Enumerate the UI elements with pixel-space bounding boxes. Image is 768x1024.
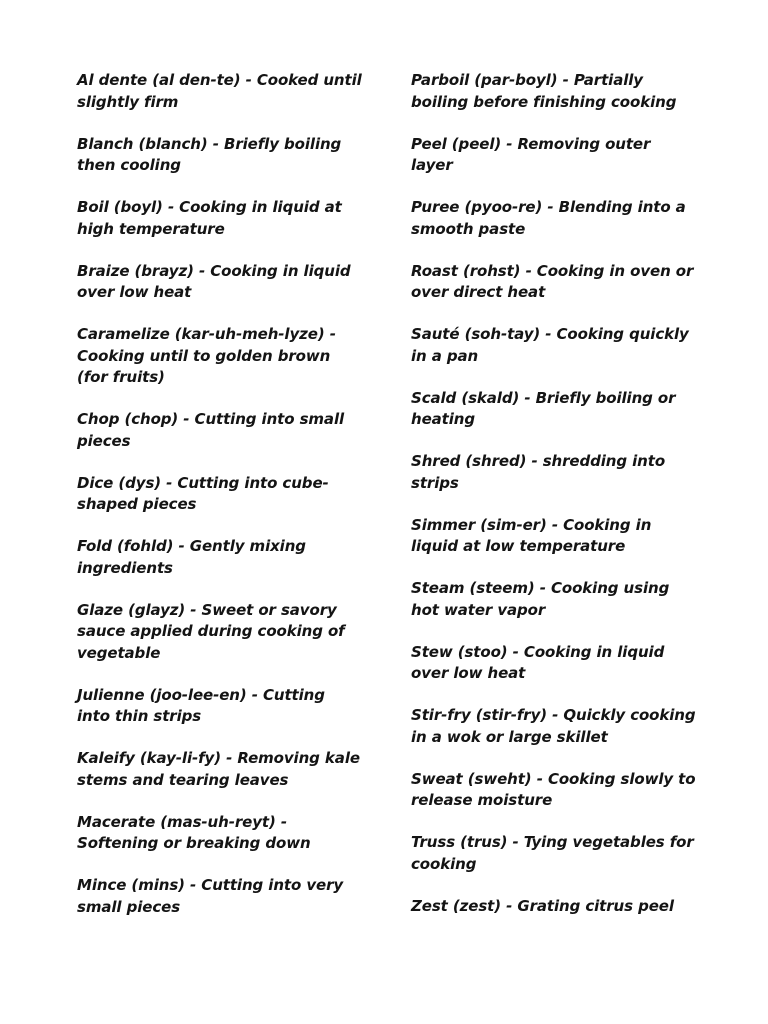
glossary-entry: Macerate (mas-uh-reyt) - Softening or breaking down: [77, 812, 311, 852]
right-column: [411, 70, 696, 938]
glossary-entry: Sweat (sweht) - Cooking slowly to release moisture: [411, 769, 696, 809]
glossary-entry: Kaleify (kay-li-fy) - Removing kale stems and tearing leaves: [77, 749, 360, 789]
glossary-entry: Chop (chop) - Cutting into small pieces: [77, 410, 345, 450]
glossary-entry: Al dente (al den-te) - Cooked until slightly firm: [77, 71, 362, 111]
glossary-entry: Fold (fohld) - Gently mixing ingredients: [77, 537, 306, 577]
glossary-entry: Puree (pyoo-re) - Blending into a smooth paste: [411, 198, 686, 238]
glossary-entry: Mince (mins) - Cutting into very small pieces: [77, 876, 344, 916]
glossary-entry: Glaze (glayz) - Sweet or savory sauce applied during cooking of vegetable: [77, 600, 345, 662]
glossary-entry: Julienne (joo-lee-en) - Cutting into thin strips: [77, 685, 325, 725]
glossary-entry: Blanch (blanch) - Briefly boiling then cooling: [77, 134, 342, 174]
glossary-entry: Simmer (sim-er) - Cooking in liquid at low temperature: [411, 515, 652, 555]
glossary-entry: Peel (peel) - Removing outer layer: [411, 134, 651, 174]
left-column: [77, 70, 362, 939]
glossary-entry: Zest (zest) - Grating citrus peel: [411, 896, 674, 915]
glossary-entry: Boil (boyl) - Cooking in liquid at high temperature: [77, 198, 342, 238]
glossary-entry: Stir-fry (stir-fry) - Quickly cooking in a wok or large skillet: [411, 706, 696, 746]
glossary-entry: Roast (rohst) - Cooking in oven or over direct heat: [411, 261, 694, 301]
glossary-entry: Parboil (par-boyl) - Partially boiling before finishing cooking: [411, 71, 677, 111]
glossary-entry: Shred (shred) - shredding into strips: [411, 452, 666, 492]
glossary-entry: Stew (stoo) - Cooking in liquid over low heat: [411, 642, 665, 682]
glossary-entry: Braize (brayz) - Cooking in liquid over low heat: [77, 261, 351, 301]
glossary-entry: Scald (skald) - Briefly boiling or heating: [411, 388, 676, 428]
glossary-entry: Caramelize (kar-uh-meh-lyze) - Cooking until to golden brown (for fruits): [77, 325, 336, 386]
glossary-entry: Sauté (soh-tay) - Cooking quickly in a pan: [411, 325, 689, 365]
glossary-entry: Steam (steem) - Cooking using hot water vapor: [411, 579, 670, 619]
glossary-entry: Truss (trus) - Tying vegetables for cooking: [411, 833, 694, 873]
glossary-entry: Dice (dys) - Cutting into cube-shaped pieces: [77, 473, 329, 513]
